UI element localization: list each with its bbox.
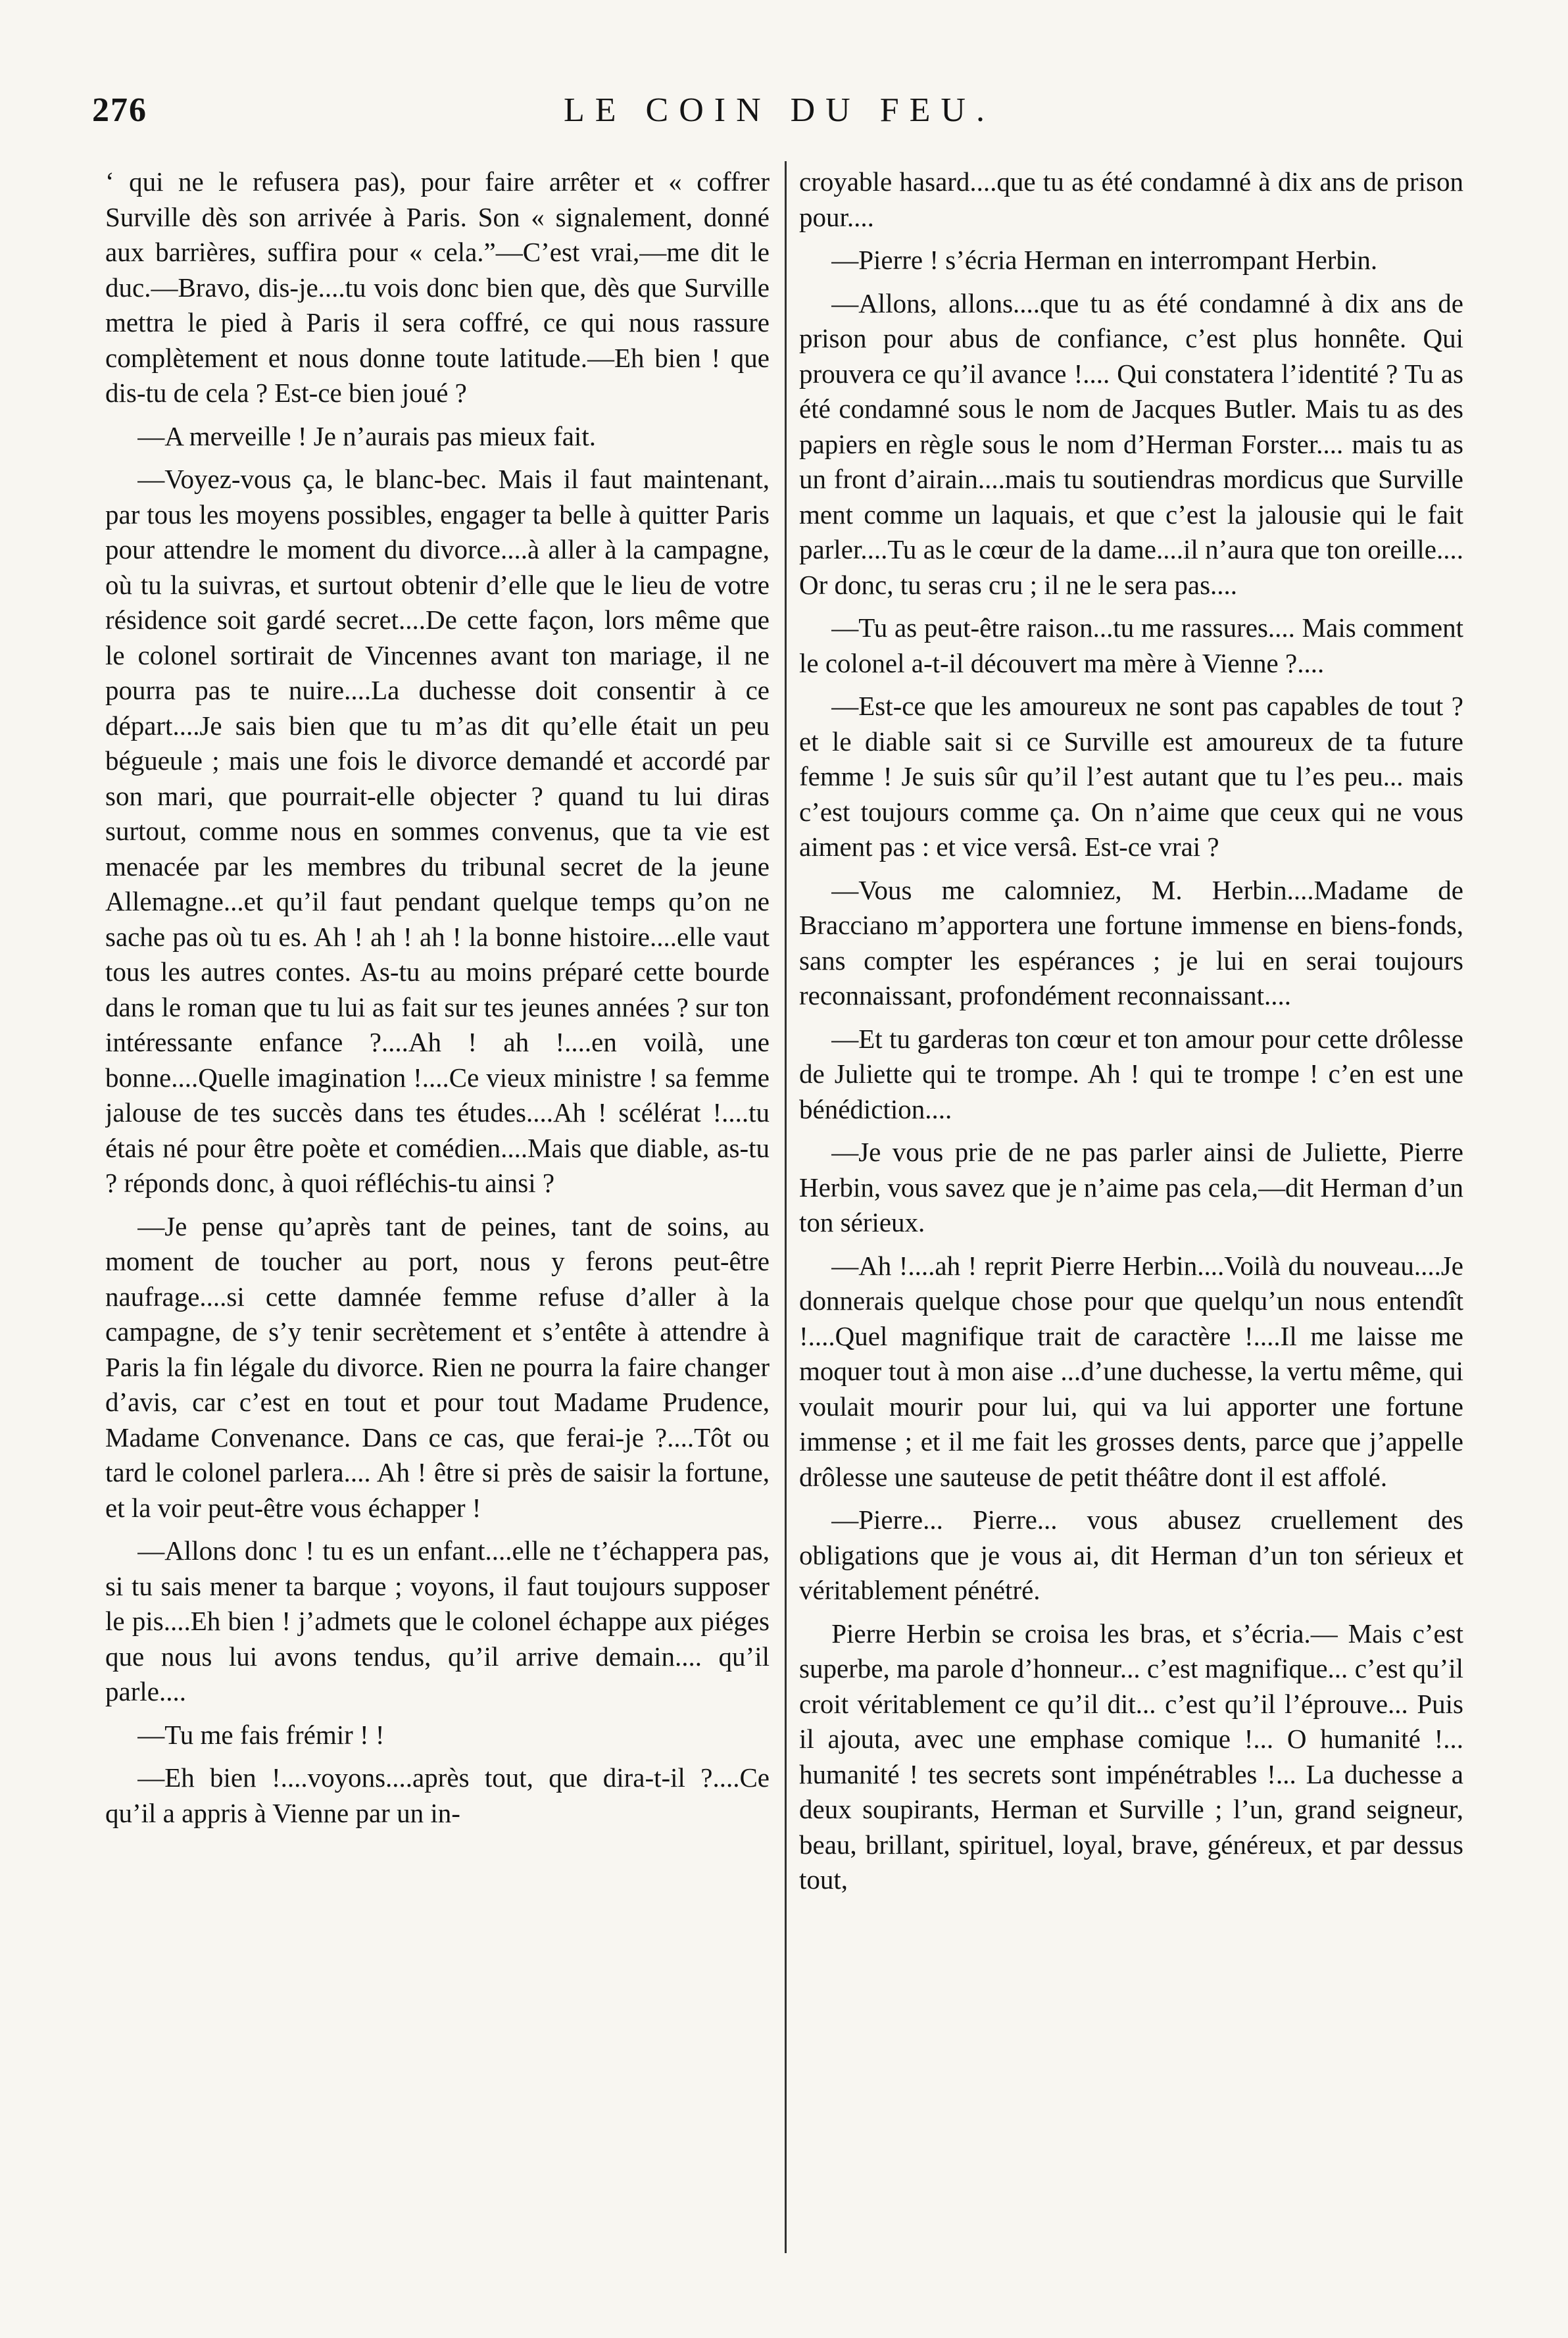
- right-column: [799, 164, 1463, 2316]
- paragraph: croyable hasard....que tu as été condamné à dix ans de prison pour....: [799, 166, 1463, 232]
- paragraph: —Voyez-vous ça, le blanc-bec. Mais il faut maintenant, par tous les moyens possibles, engager ta belle à quitter Paris pour attendre le moment du divorce....à aller à la campagne, où tu la suivras, et surtout obtenir d’elle que le lieu de votre résidence soit gardé secret....De cette façon, lors même que le colonel sortirait de Vincennes avant ton mariage, il ne pourra pas te nuire....La duchesse doit consentir à ce départ....Je sais bien que tu m’as dit qu’elle était un peu bégueule ; mais une fois le divorce demandé et accordé par son mari, que pourrait-elle objecter ? quand tu lui diras surtout, comme nous en sommes convenus, que ta vie est menacée par les membres du tribunal secret de la jeune Allemagne...et qu’il faut pendant quelque temps qu’on ne sache pas où tu es. Ah ! ah ! ah ! la bonne histoire....elle vaut tous les autres contes. As-tu au moins préparé cette bourde dans le roman que tu lui as fait sur tes jeunes années ? sur ton intéressante enfance ?....Ah ! ah !....en voilà, une bonne....Quelle imagination !....Ce vieux ministre ! sa femme jalouse de tes succès dans tes études....Ah ! scélérat !....tu étais né pour être poète et comédien....Mais que diable, as-tu ? réponds donc, à quoi réfléchis-tu ainsi ?: [105, 464, 770, 1198]
- paragraph: —Je vous prie de ne pas parler ainsi de Juliette, Pierre Herbin, vous savez que je n’aime pas cela,—dit Herman d’un ton sérieux.: [799, 1137, 1463, 1237]
- paragraph: —Est-ce que les amoureux ne sont pas capables de tout ? et le diable sait si ce Surville est amoureux de ta future femme ! Je suis sûr qu’il l’est autant que tu l’es peu... mais c’est toujours comme ça. On n’aime que ceux qui ne vous aiment pas : et vice versâ. Est-ce vrai ?: [799, 691, 1463, 862]
- running-title: LE COIN DU FEU.: [564, 91, 995, 129]
- paragraph: —Je pense qu’après tant de peines, tant de soins, au moment de toucher au port, nous y ferons peut-être naufrage....si cette damnée femme refuse d’aller à la campagne, de s’y tenir secrètement et s’entête à attendre à Paris la fin légale du divorce. Rien ne pourra la faire changer d’avis, car c’est en tout et pour tout Madame Prudence, Madame Convenance. Dans ce cas, que ferai-je ?....Tôt ou tard le colonel parlera.... Ah ! être si près de saisir la fortune, et la voir peut-être vous échapper !: [105, 1210, 770, 1523]
- paragraph: —Allons donc ! tu es un enfant....elle ne t’échappera pas, si tu sais mener ta barque ; voyons, il faut toujours supposer le pis....Eh bien ! j’admets que le colonel échappe aux piéges que nous lui avons tendus, qu’il arrive demain.... qu’il parle....: [105, 1535, 770, 1706]
- paragraph: Pierre Herbin se croisa les bras, et s’écria.— Mais c’est superbe, ma parole d’honneur... c’est magnifique... c’est qu’il croit véritablement ce qu’il dit... c’est qu’il l’éprouve... Puis il ajouta, avec une emphase comique !... O humanité !... humanité ! tes secrets sont impénétrables !... La duchesse a deux soupirants, Herman et Surville ; l’un, grand seigneur, beau, brillant, spirituel, loyal, brave, généreux, et par dessus tout,: [799, 1618, 1463, 1895]
- column-divider: [785, 161, 787, 2253]
- paragraph: —Allons, allons....que tu as été condamné à dix ans de prison pour abus de confiance, c’est plus honnête. Qui prouvera ce qu’il avance !.... Qui constatera l’identité ? Tu as été condamné sous le nom de Jacques Butler. Mais tu as des papiers en règle sous le nom d’Herman Forster.... mais tu as un front d’airain....mais tu soutiendras mordicus que Surville ment comme un laquais, et que c’est la jalousie qui le fait parler....Tu as le cœur de la dame....il n’aura que ton oreille.... Or donc, tu seras cru ; il ne le sera pas....: [799, 287, 1463, 600]
- paragraph: ‘ qui ne le refusera pas), pour faire arrêter et « coffrer Surville dès son arrivée à Paris. Son « signalement, donné aux barrières, suffira pour « cela.”—C’est vrai,—me dit le duc.—Bravo, dis-je....tu vois donc bien que, dès que Surville mettra le pied à Paris il sera coffré, ce qui nous rassure complètement et nous donne toute latitude.—Eh bien ! que dis-tu de cela ? Est-ce bien joué ?: [105, 166, 770, 408]
- paragraph: —Tu me fais frémir ! !: [137, 1719, 385, 1750]
- left-column: [105, 164, 770, 2316]
- paragraph: —Pierre ! s’écria Herman en interrompant Herbin.: [831, 245, 1378, 275]
- page-header: [92, 91, 1467, 143]
- paragraph: —Ah !....ah ! reprit Pierre Herbin....Voilà du nouveau....Je donnerais quelque chose pour que quelqu’un nous entendît !....Quel magnifique trait de caractère !....Il me laisse me moquer tout à mon aise ...d’une duchesse, la vertu même, qui voulait mourir pour lui, qui va lui apporter une fortune immense ; et il me fait les grosses dents, parce que j’appelle drôlesse une sauteuse de petit théâtre dont il est affolé.: [799, 1250, 1463, 1492]
- paragraph: —Et tu garderas ton cœur et ton amour pour cette drôlesse de Juliette qui te trompe. Ah ! qui te trompe ! c’en est une bénédiction....: [799, 1023, 1463, 1124]
- paragraph: —Pierre... Pierre... vous abusez cruellement des obligations que je vous ai, dit Herman d’un ton sérieux et véritablement pénétré.: [799, 1505, 1463, 1605]
- paragraph: —Eh bien !....voyons....après tout, que dira-t-il ?....Ce qu’il a appris à Vienne par un in-: [105, 1762, 770, 1828]
- paragraph: —Tu as peut-être raison...tu me rassures.... Mais comment le colonel a-t-il découvert ma mère à Vienne ?....: [799, 612, 1463, 678]
- paragraph: —A merveille ! Je n’aurais pas mieux fait.: [137, 420, 596, 451]
- page-number: 276: [92, 91, 147, 129]
- paragraph: —Vous me calomniez, M. Herbin....Madame de Bracciano m’apportera une fortune immense en biens-fonds, sans compter les espérances ; je lui en serai toujours reconnaissant, profondément reconnaissant....: [799, 874, 1463, 1010]
